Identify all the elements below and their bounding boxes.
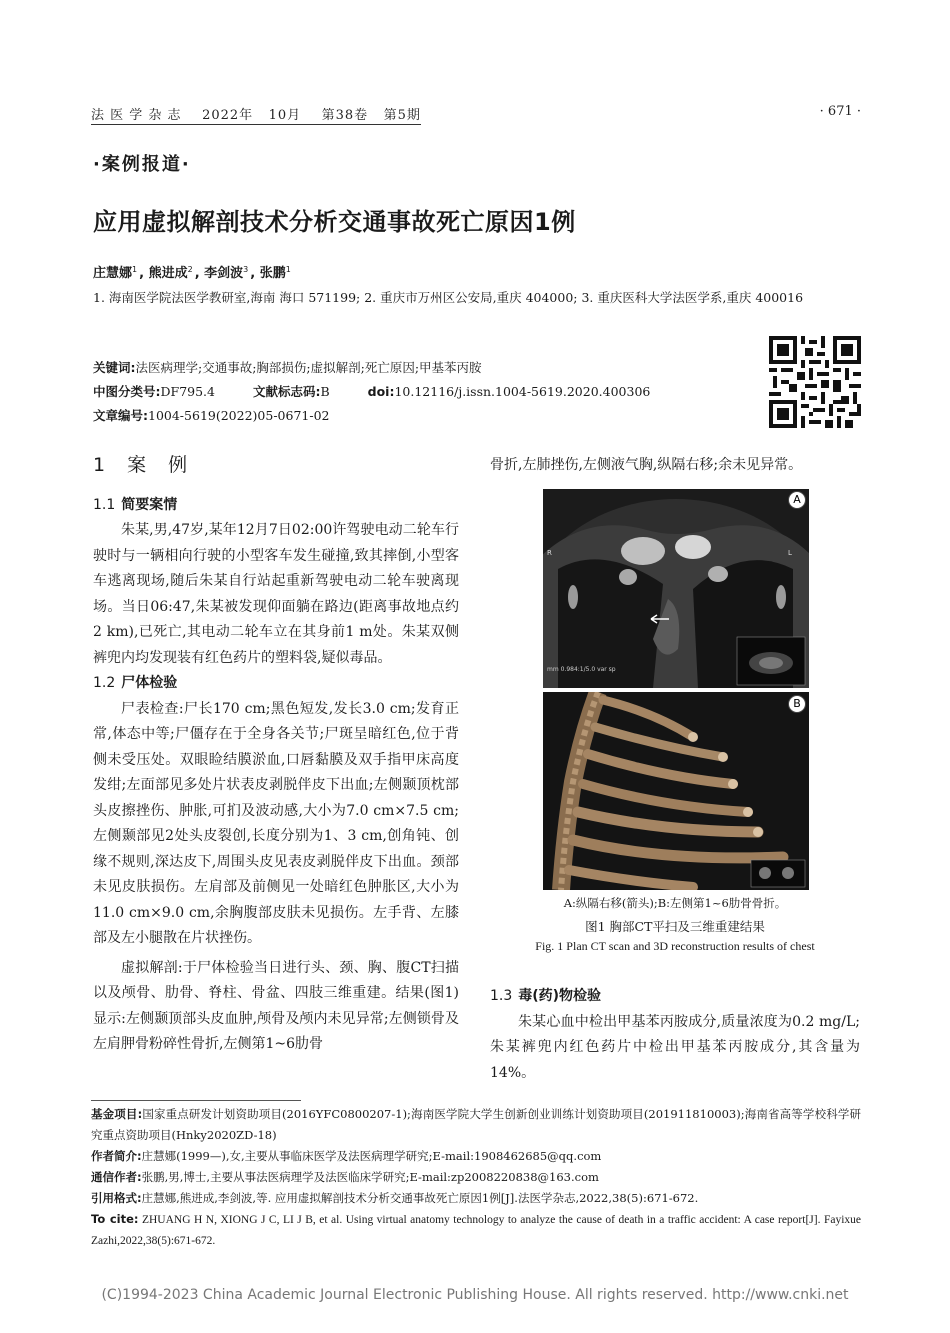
ct-right-marker: L xyxy=(788,549,792,557)
journal-volume: 第38卷 xyxy=(321,108,369,123)
figure-caption-cn: 图1 胸部CT平扫及三维重建结果 xyxy=(585,919,765,934)
left-column xyxy=(93,453,459,1058)
heading-case: 1 案 例 xyxy=(93,454,196,476)
journal-issue: 第5期 xyxy=(383,108,421,123)
article-title: 应用虚拟解剖技术分析交通事故死亡原因1例 xyxy=(93,208,576,236)
author: 熊进成$^2$ xyxy=(148,264,193,281)
paragraph-case-summary: 朱某,男,47岁,某年12月7日02:00许驾驶电动二轮车行驶时与一辆相向行驶的小型客车发生碰撞,致其摔倒,小型客车逃离现场,随后朱某自行站起重新驾驶电动二轮车驶离现场。当日06:47,朱某被发现仰面躺在路边(距离事故地点约2 km),已死亡,其电动二轮车立在其身前1 m处。朱某双侧裤兜内均发现装有红色药片的塑料袋,疑似毒品。 xyxy=(93,522,459,666)
document-code: B xyxy=(320,384,330,399)
ct-left-marker: R xyxy=(547,549,552,557)
author: 李剑波$^3$ xyxy=(204,264,249,281)
footnote-corresponding: 通信作者:张鹏,男,博士,主要从事法医病理学及法医临床学研究;E-mail:zp2008220838@163.com xyxy=(91,1170,599,1184)
heading-1-1: 1.1 简要案情 xyxy=(93,496,178,513)
header-rule xyxy=(91,124,421,125)
heading-1-3: 1.3 毒(药)物检验 xyxy=(490,988,602,1004)
figure-label-b: B xyxy=(788,695,806,713)
right-column-bottom xyxy=(490,984,860,1086)
right-column-top xyxy=(490,453,860,479)
footnote-citation-cn: 引用格式:庄慧娜,熊进成,李剑波,等. 应用虚拟解剖技术分析交通事故死亡原因1例[J].法医学杂志,2022,38(5):671-672. xyxy=(91,1191,699,1205)
figure-label-a: A xyxy=(788,491,806,509)
clc-number: DF795.4 xyxy=(160,384,215,399)
article-number: 1004-5619(2022)05-0671-02 xyxy=(148,408,330,423)
figure-ct-scan xyxy=(543,489,809,688)
footnotes xyxy=(91,1104,861,1252)
section-tag: ·案例报道· xyxy=(93,154,191,175)
journal-year: 2022年 xyxy=(202,108,254,123)
copyright-footer: (C)1994-2023 China Academic Journal Electronic Publishing House. All rights reserved. http://www.cnki.net xyxy=(101,1287,849,1303)
classification-line: 中图分类号:DF795.4 文献标志码:B doi:10.12116/j.issn.1004-5619.2020.400306 xyxy=(93,384,651,399)
author: 张鹏$^1$ xyxy=(259,264,291,281)
footnote-author: 作者简介:庄慧娜(1999—),女,主要从事临床医学及法医病理学研究;E-mail:1908462685@qq.com xyxy=(91,1149,602,1163)
paragraph-toxicology: 朱某心血中检出甲基苯丙胺成分,质量浓度为0.2 mg/L;朱某裤兜内红色药片中检出甲基苯丙胺成分,其含量为14%。 xyxy=(490,1013,860,1081)
qr-code-icon xyxy=(769,336,861,428)
keywords-text: 法医病理学;交通事故;胸部损伤;虚拟解剖;死亡原因;甲基苯丙胺 xyxy=(135,360,482,375)
affiliations: 1. 海南医学院法医学教研室,海南 海口 571199; 2. 重庆市万州区公安局,重庆 404000; 3. 重庆医科大学法医学系,重庆 400016 xyxy=(93,290,804,305)
figure-3d-ribs xyxy=(543,692,809,890)
doi-link[interactable]: 10.12116/j.issn.1004-5619.2020.400306 xyxy=(394,384,651,399)
author: 庄慧娜$^1$ xyxy=(93,264,138,281)
paragraph-external-exam: 尸表检查:尸长170 cm;黑色短发,发长3.0 cm;发育正常,体态中等;尸僵存在于全身各关节;尸斑呈暗红色,位于背侧未受压处。双眼睑结膜淤血,口唇黏膜及双手指甲床高度发绀;左面部见多处片状表皮剥脱伴皮下出血;左侧颞顶枕部头皮擦挫伤、肿胀,可扪及波动感,大小为7.0 cm×7.5 cm;左侧颞部见2处头皮裂创,长度分别为1、3 cm,创角钝、创缘不规则,深达皮下,周围头皮见表皮剥脱伴皮下出血。颈部未见皮肤损伤。左肩部及前侧见一处暗红色肿胀区,大小为11.0 cm×9.0 cm,余胸腹部皮肤未见损伤。左手背、左膝部及左小腿散在片状挫伤。 xyxy=(93,700,459,946)
footnote-funding: 基金项目:国家重点研发计划资助项目(2016YFC0800207-1);海南医学院大学生创新创业训练计划资助项目(201911810003);海南省高等学校科学研究重点资助项目(Hnky2020ZD-18) xyxy=(91,1107,861,1142)
figure-caption-en: Fig. 1 Plan CT scan and 3D reconstruction results of chest xyxy=(535,939,815,953)
heading-1-2: 1.2 尸体检验 xyxy=(93,675,178,691)
footnote-citation-en: To cite: ZHUANG H N, XIONG J C, LI J B, et al. Using virtual anatomy technology to analyze the cause of death in a traffic accident: A case report[J]. Fayixue Zazhi,2022,38(5):671-672. xyxy=(91,1212,861,1247)
journal-name: 法 医 学 杂 志 xyxy=(91,108,182,123)
paragraph-virtual-autopsy: 虚拟解剖:于尸体检验当日进行头、颈、胸、腹CT扫描以及颅骨、肋骨、脊柱、骨盆、四肢三维重建。结果(图1)显示:左侧颞顶部头皮血肿,颅骨及颅内未见异常;左侧锁骨及左肩胛骨粉碎性骨折,左侧第1~6肋骨 xyxy=(93,959,459,1052)
ct-scale-text: mm 0.984:1/5.0 var sp xyxy=(547,666,616,673)
page-number: · 671 · xyxy=(819,104,861,119)
journal-month: 10月 xyxy=(268,108,302,123)
paragraph-continued: 骨折,左肺挫伤,左侧液气胸,纵隔右移;余未见异常。 xyxy=(490,457,803,473)
keywords-line xyxy=(93,358,482,378)
author-list: 庄慧娜$^1$ , 熊进成$^2$ , 李剑波$^3$ , 张鹏$^1$ xyxy=(93,264,291,281)
keywords-label: 关键词: xyxy=(93,360,136,375)
article-number-line: 文章编号:1004-5619(2022)05-0671-02 xyxy=(93,408,330,423)
footnote-rule xyxy=(91,1100,301,1101)
figure-subcaption: A:纵隔右移(箭头);B:左侧第1~6肋骨骨折。 xyxy=(563,896,787,910)
journal-info xyxy=(91,104,421,123)
